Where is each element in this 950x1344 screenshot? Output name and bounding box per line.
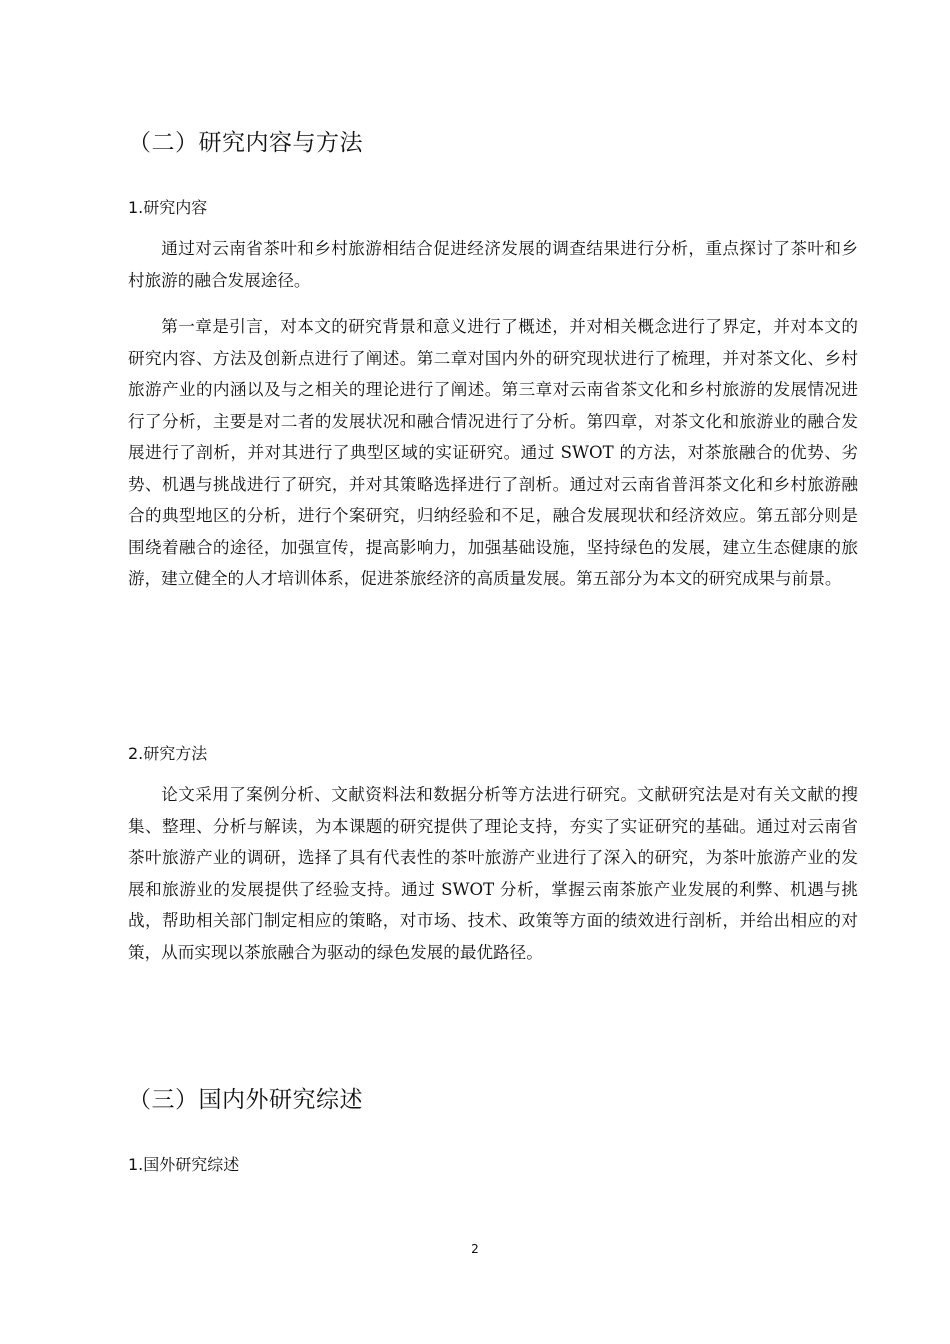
subheading-research-content: 1.研究内容 bbox=[128, 198, 208, 217]
page-number: 2 bbox=[471, 1242, 479, 1256]
subheading-foreign-literature-review: 1.国外研究综述 bbox=[128, 1155, 240, 1174]
section-heading-research-content-methods: （二）研究内容与方法 bbox=[128, 130, 363, 156]
subheading-research-methods: 2.研究方法 bbox=[128, 744, 208, 763]
paragraph-chapter-overview: 第一章是引言，对本文的研究背景和意义进行了概述，并对相关概念进行了界定，并对本文的研究内容、方法及创新点进行了阐述。第二章对国内外的研究现状进行了梳理，并对茶文化、乡村旅游产业的内涵以及与之相关的理论进行了阐述。第三章对云南省茶文化和乡村旅游的发展情况进行了分析，主要是对二者的发展状况和融合情况进行了分析。第四章，对茶文化和旅游业的融合发展进行了剖析，并对其进行了典型区域的实证研究。通过 SWOT 的方法，对茶旅融合的优势、劣势、机遇与挑战进行了研究，并对其策略选择进行了剖析。通过对云南省普洱茶文化和乡村旅游融合的典型地区的分析，进行个案研究，归纳经验和不足，融合发展现状和经济效应。第五部分则是围绕着融合的途径，加强宣传，提高影响力，加强基础设施，坚持绿色的发展，建立生态健康的旅游，建立健全的人才培训体系，促进茶旅经济的高质量发展。第五部分为本文的研究成果与前景。 bbox=[128, 317, 858, 588]
paragraph-research-content-intro: 通过对云南省茶叶和乡村旅游相结合促进经济发展的调查结果进行分析，重点探讨了茶叶和乡村旅游的融合发展途径。 bbox=[128, 239, 858, 290]
paragraph-research-methods: 论文采用了案例分析、文献资料法和数据分析等方法进行研究。文献研究法是对有关文献的搜集、整理、分析与解读，为本课题的研究提供了理论支持，夯实了实证研究的基础。通过对云南省茶叶旅游产业的调研，选择了具有代表性的茶叶旅游产业进行了深入的研究，为茶叶旅游产业的发展和旅游业的发展提供了经验支持。通过 SWOT 分析，掌握云南茶旅产业发展的利弊、机遇与挑战，帮助相关部门制定相应的策略，对市场、技术、政策等方面的绩效进行剖析，并给出相应的对策，从而实现以茶旅融合为驱动的绿色发展的最优路径。 bbox=[128, 785, 858, 962]
section-heading-literature-review: （三）国内外研究综述 bbox=[128, 1087, 363, 1113]
